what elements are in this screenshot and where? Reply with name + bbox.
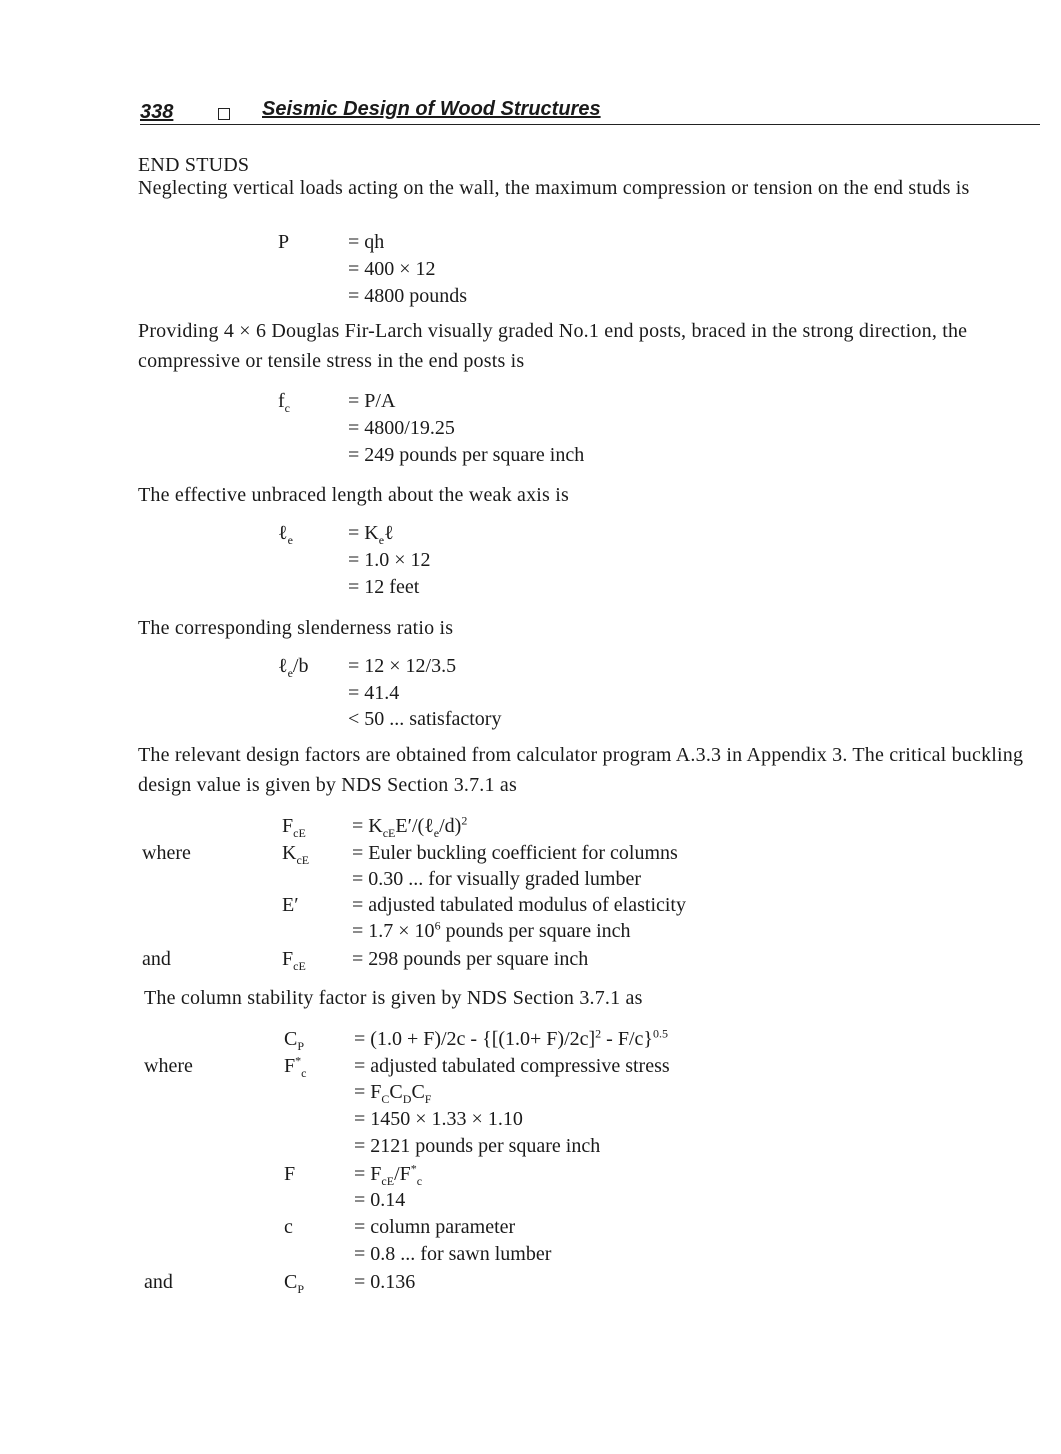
equation-line	[138, 256, 898, 283]
equation-symbol: c	[284, 1216, 293, 1238]
equation-lead: and	[142, 948, 171, 970]
equation-rhs: = 1450 × 1.33 × 1.10	[354, 1108, 523, 1130]
equation-rhs: = column parameter	[354, 1216, 516, 1238]
equation-symbol: $F_{cE}$	[282, 815, 306, 840]
equation-symbol: ℓ$_e$	[278, 522, 293, 547]
equation-line	[138, 706, 898, 733]
equation-line	[144, 1133, 904, 1160]
square-bullet-icon	[218, 108, 230, 120]
equation-line	[138, 415, 898, 442]
equation-line	[144, 1214, 904, 1241]
equation-line	[138, 442, 898, 469]
equation-line	[144, 1079, 904, 1106]
equation-symbol: ℓ$_e$/b	[278, 655, 309, 680]
equation-symbol: $f_c$	[278, 390, 290, 415]
equation-line	[138, 229, 898, 256]
equation-rhs: = 298 pounds per square inch	[352, 948, 589, 970]
equation-rhs: = $F_CC_DC_F$	[354, 1081, 432, 1106]
equation-rhs: = 4800 pounds	[348, 285, 468, 307]
equation-line	[142, 840, 902, 867]
equation-symbol: $F^*_c$	[284, 1053, 307, 1080]
running-title: Seismic Design of Wood Structures	[262, 98, 601, 120]
equation-lead: where	[144, 1055, 193, 1077]
equation-line	[138, 283, 898, 310]
equation-rhs: = adjusted tabulated compressive stress	[354, 1055, 670, 1077]
equation-rhs: = $K_e\ell$	[348, 522, 394, 547]
equation-rhs: = 12 × 12/3.5	[348, 655, 457, 677]
equation-rhs: = 400 × 12	[348, 258, 436, 280]
equation-symbol: $C_P$	[284, 1028, 305, 1053]
equation-rhs: = 0.136	[354, 1271, 416, 1293]
equation-rhs: = $(1.0 + F)/2c - \{[(1.0+ F)/2c]^2 - F/c\}^{0.5}$	[354, 1026, 668, 1050]
equation-line	[138, 680, 898, 707]
equation-symbol: $F_{cE}$	[282, 948, 306, 973]
equation-line	[138, 547, 898, 574]
equation-symbol: $C_P$	[284, 1271, 305, 1296]
paragraph-column-stability: The column stability factor is given by NDS Section 3.7.1 as	[144, 987, 643, 1009]
equation-rhs: = 249 pounds per square inch	[348, 444, 585, 466]
equation-rhs: = 41.4	[348, 682, 400, 704]
equation-line	[144, 1161, 904, 1188]
equation-line	[144, 1106, 904, 1133]
equation-rhs: = 0.8 ... for sawn lumber	[354, 1243, 552, 1265]
equation-rhs: = 1.0 × 12	[348, 549, 431, 571]
equation-symbol: $K_{cE}$	[282, 842, 310, 867]
page-number: 338	[140, 101, 174, 123]
equation-rhs: < 50 ... satisfactory	[348, 708, 502, 730]
equation-lead: and	[144, 1271, 173, 1293]
equation-line	[142, 813, 902, 840]
equation-line	[142, 892, 902, 919]
paragraph-end-posts: Providing 4 × 6 Douglas Fir-Larch visually graded No.1 end posts, braced in the strong direction, the compressive or tensile stress in the end posts is	[138, 320, 968, 372]
paragraph-unbraced-length: The effective unbraced length about the weak axis is	[138, 484, 569, 506]
paragraph-slenderness: The corresponding slenderness ratio is	[138, 617, 454, 639]
equation-rhs: = 12 feet	[348, 576, 420, 598]
equation-rhs: = adjusted tabulated modulus of elasticity	[352, 894, 686, 916]
equation-rhs: = P/A	[348, 390, 396, 412]
paragraph-design-factors: The relevant design factors are obtained from calculator program A.3.3 in Appendix 3. The critical buckling design value is given by NDS Section 3.7.1 as	[138, 744, 1024, 796]
equation-rhs: = $1.7 \times 10^6$ pounds per square inch	[352, 918, 631, 942]
running-header	[140, 98, 1040, 125]
equation-line	[144, 1026, 904, 1053]
equation-line	[144, 1187, 904, 1214]
equation-rhs: = 0.30 ... for visually graded lumber	[352, 868, 641, 890]
equation-line	[138, 520, 898, 547]
equation-rhs: = 2121 pounds per square inch	[354, 1135, 601, 1157]
equation-symbol: F	[284, 1163, 296, 1185]
equation-rhs: = $F_{cE}/F^*_c$	[354, 1161, 423, 1188]
equation-rhs: = $K_{cE}E'/(\ell_e/d)^2$	[352, 813, 468, 840]
equation-rhs: = 0.14	[354, 1189, 406, 1211]
equation-rhs: = Euler buckling coefficient for columns	[352, 842, 678, 864]
equation-line	[144, 1053, 904, 1080]
equation-lead: where	[142, 842, 191, 864]
equation-line	[142, 866, 902, 893]
paragraph-intro: Neglecting vertical loads acting on the wall, the maximum compression or tension on the end studs is	[138, 177, 970, 199]
equation-line	[142, 918, 902, 945]
equation-line	[138, 653, 898, 680]
equation-line	[138, 574, 898, 601]
section-title: END STUDS	[138, 154, 250, 176]
equation-line	[138, 388, 898, 415]
equation-symbol: P	[278, 231, 290, 253]
equation-line	[142, 946, 902, 973]
equation-symbol: E′	[282, 894, 299, 916]
equation-rhs: = 4800/19.25	[348, 417, 455, 439]
equation-line	[144, 1241, 904, 1268]
equation-rhs: = qh	[348, 231, 385, 253]
equation-line	[144, 1269, 904, 1296]
